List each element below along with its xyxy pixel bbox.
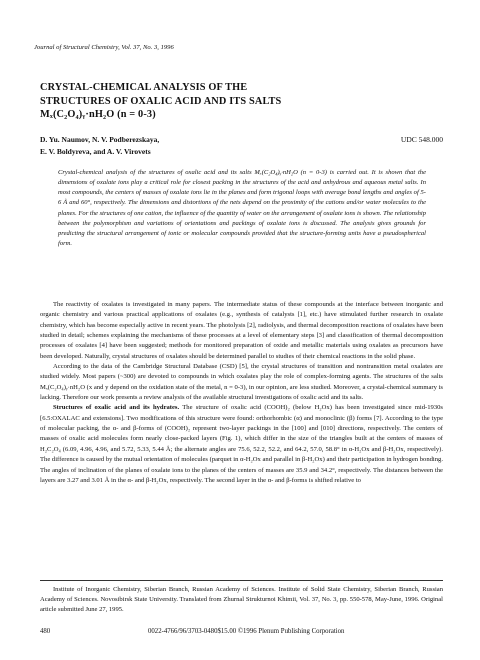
title-line-1: CRYSTAL-CHEMICAL ANALYSIS OF THE bbox=[40, 82, 248, 93]
article-title bbox=[40, 81, 440, 122]
paragraph-oxalic-acid-structures bbox=[40, 403, 443, 486]
author-list bbox=[40, 134, 340, 158]
udc-code: UDC 548.000 bbox=[400, 135, 443, 144]
title-line-3: Mₓ(C₂O₄)ᵧ·nH₂O (n = 0-3) bbox=[40, 109, 156, 121]
title-line-2: STRUCTURES OF OXALIC ACID AND ITS SALTS bbox=[40, 95, 282, 107]
paragraph-oxalic-acid-text: The structure of oxalic acid (COOH)₂ (below H₂Ox) has been investigated since mid-1930s [6.5:OXALAC and extensions]. Two modifications of this structure were found: orthorhombic (α) and monoclinic (β) forms [7]. According to the type of molecular packing, the α- and β-forms of (COOH)₂ represent two-layer packings in the [100] and [010] directions, respectively. The centers of masses of oxalic acid molecules form nearly close-packed layers (Fig. 1), which differ in the size of the triangles built at the centers of masses of H₂C₂O₄ (6.09, 4.96, 4.96, and 5.72, 5.33, 5.44 Å; the alternate angles are 75.6, 52.2, 52.2, and 64.2, 57.0, 58.8° in α-H₂Ox and β-H₂Ox, respectively). The difference is caused by the mutual orientation of molecules (parquet in α-H₂Ox and parallel in β-H₂Ox) and their participation in hydrogen bonding. The angles of inclination of the planes of oxalate ions to the planes of the centers of masses are 35.9 and 34.2°, respectively. The distances between the layers are 3.27 and 3.01 Å in the α- and β-H₂Ox, respectively. The second layer in the α- and β-forms is shifted relative to bbox=[40, 404, 443, 484]
authors-line-1: D. Yu. Naumov, N. V. Podberezskaya, bbox=[40, 135, 160, 144]
footnote-text: Institute of Inorganic Chemistry, Siberian Branch, Russian Academy of Sciences. Institute of Solid State Chemistry, Siberian Branch, Russian Academy of Sciences. Novosibirsk State University. Translated from Zhurnal Strukturnoi Khimii, Vol. 37, No. 3, pp. 550-578, May-June, 1996. Original article submitted June 27, 1995. bbox=[40, 586, 443, 614]
affiliation-footnote bbox=[40, 580, 443, 616]
section-heading-oxalic-acid: Structures of oxalic acid and its hydrates. bbox=[53, 404, 180, 412]
page-number: 480 bbox=[40, 628, 51, 635]
paragraph-introduction: The reactivity of oxalates is investigated in many papers. The intermediate status of these compounds at the interface between inorganic and organic chemistry and various practical applications of oxalates (e.g., synthesis of catalysts [1], etc.) have stimulated further research in oxalate chemistry, which has become especially active in recent years. The photolysis [2], radiolysis, and thermal decomposition reactions of oxalates have been studied in detail; schemes explaining the mechanisms of these processes at a level of elementary steps [3] and classification of thermal decomposition processes of oxalates [4] have been suggested; methods for monitored preparation of oxide and metallic materials using oxalates as precursors have been developed. Naturally, crystal structures of oxalates should be determined parallel to studies of their chemical reactions in the solid phase. bbox=[40, 301, 443, 360]
abstract: Crystal-chemical analysis of the structures of oxalic acid and its salts Mₓ(C₂O₄)ᵧ·nH₂O (n = 0-3) is carried out. It is shown that the dimensions of oxalate ions play a critical role for closest packing in the structures of the acid and anhydrous and aqueous metal salts. In most compounds, the centers of masses of oxalate ions lie in the planes and form trigonal loops with average bond lengths and angles of 5-6 Å and 60°, respectively. The dimensions and distortions of the nets depend on the proximity of the cations and/or water molecules to the planes. For the structures of one cation, the influence of the quantity of water on the arrangement of oxalate ions is shown. The relationship between the polymorphism and variations of orientations and packings of oxalate ions is discussed. The analysis gives grounds for predicting the structural arrangement of ionic or molecular compounds provided that the structure-forming units have a pseudospherical form. bbox=[58, 169, 426, 248]
journal-header: Journal of Structural Chemistry, Vol. 37, No. 3, 1996 bbox=[34, 44, 174, 51]
paragraph-csd-overview: According to the data of the Cambridge Structural Database (CSD) [5], the crystal structures of transition and nontransition metal oxalates are studied widely. Most papers (~300) are devoted to compounds in which oxalates play the role of complex-forming agents. The structures of the salts Mₓ(C₂O₄)ᵧ·nH₂O (x and y depend on the oxidation state of the metal, n = 0-3), in our opinion, are less studied. Moreover, a crystal-chemical summary is lacking. Therefore our work presents a review analysis of the available structural investigations of oxalic acid and its salts. bbox=[40, 363, 443, 402]
article-body bbox=[40, 300, 443, 486]
copyright-line: 0022-4766/96/3703-0480$15.00 ©1996 Plenum Publishing Corporation bbox=[148, 628, 345, 635]
authors-line-2: E. V. Boldyreva, and A. V. Virovets bbox=[40, 147, 151, 156]
